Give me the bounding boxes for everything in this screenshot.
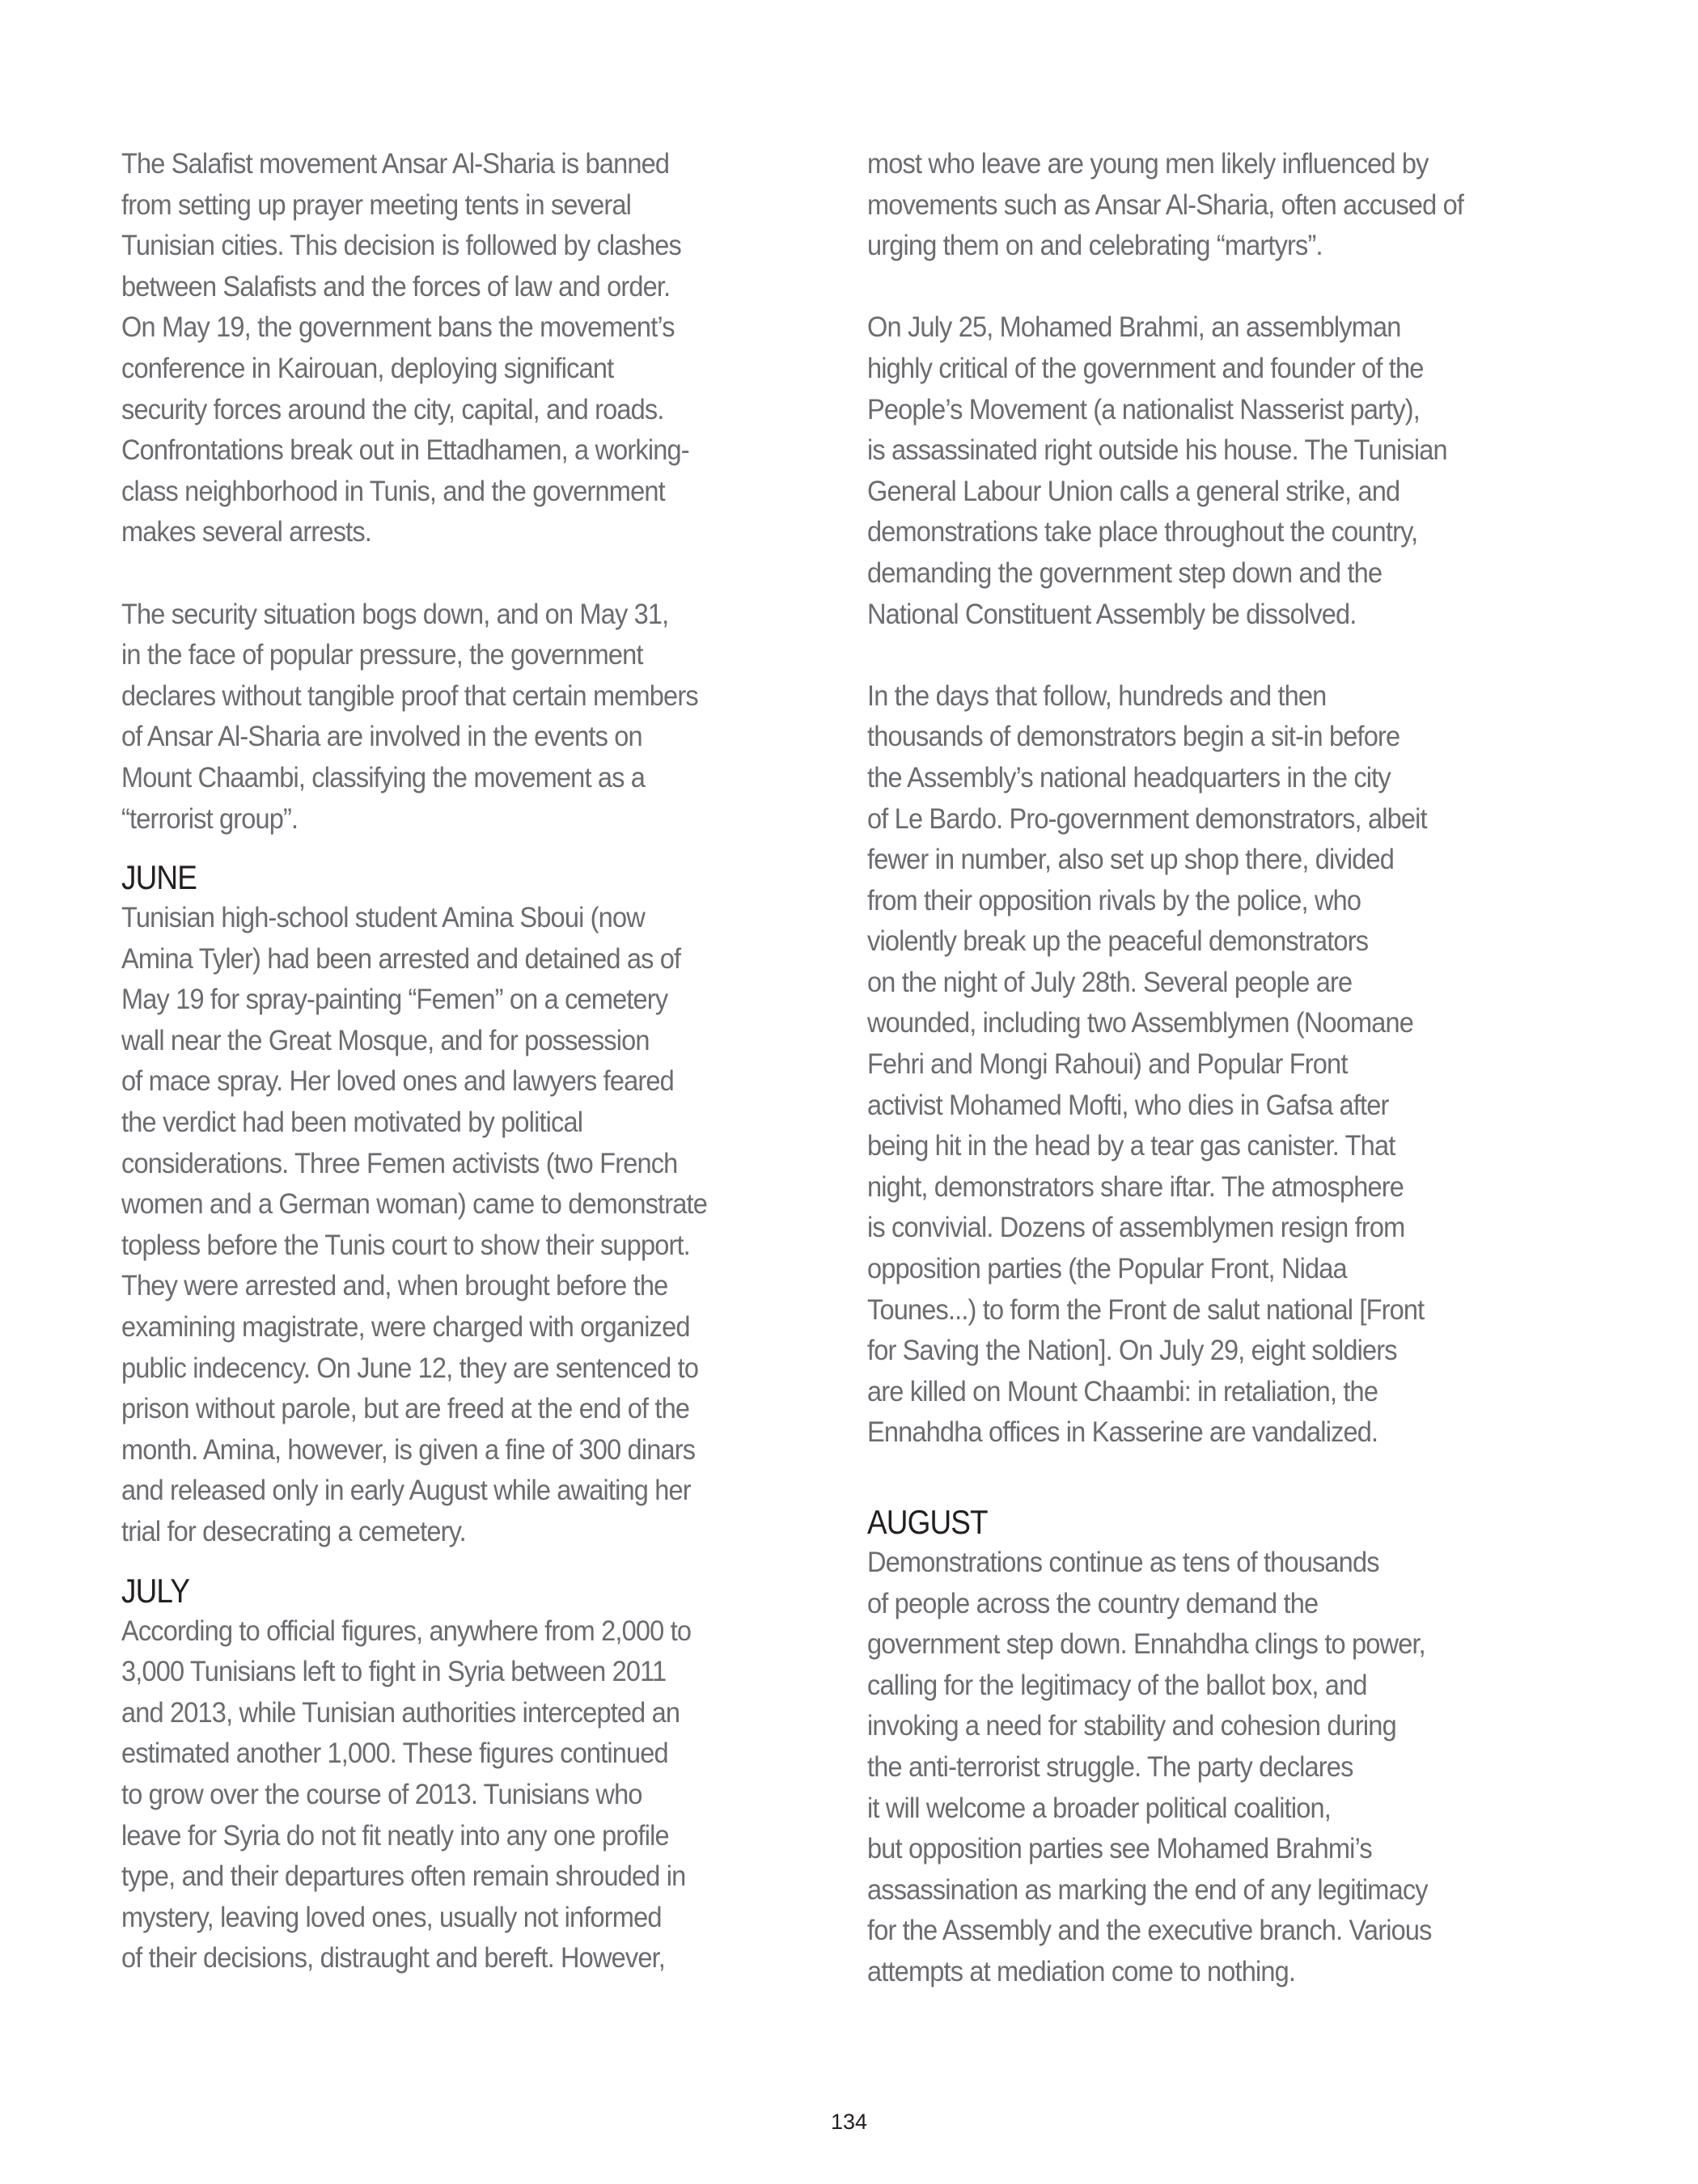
text-line: is assassinated right outside his house. The Tunisian <box>867 434 1447 467</box>
text-line: of Le Bardo. Pro-government demonstrators, albeit <box>867 802 1427 835</box>
text-line: and released only in early August while awaiting her <box>121 1475 691 1507</box>
text-line: and 2013, while Tunisian authorities intercepted an <box>121 1696 680 1729</box>
paragraph-le-bardo-sit-in <box>867 676 1544 1454</box>
text-line: urging them on and celebrating “martyrs”. <box>867 230 1323 262</box>
text-line: According to official figures, anywhere from 2,000 to <box>121 1615 692 1647</box>
text-line: on the night of July 28th. Several people are <box>867 966 1353 998</box>
paragraph-security-situation <box>121 595 791 840</box>
text-line: conference in Kairouan, deploying significant <box>121 352 614 384</box>
text-line: topless before the Tunis court to show their support. <box>121 1229 690 1261</box>
text-line: for Saving the Nation]. On July 29, eight soldiers <box>867 1335 1397 1367</box>
paragraph-july <box>121 1611 791 1979</box>
text-line: assassination as marking the end of any legitimacy <box>867 1873 1428 1906</box>
text-line: women and a German woman) came to demonstrate <box>121 1188 708 1221</box>
text-line: examining magistrate, were charged with organized <box>121 1311 690 1344</box>
text-line: invoking a need for stability and cohesion during <box>867 1710 1396 1742</box>
text-line: mystery, leaving loved ones, usually not informed <box>121 1901 662 1933</box>
paragraph-brahmi-assassination <box>867 307 1544 635</box>
text-line: Tunisian high-school student Amina Sboui (now <box>121 902 645 934</box>
text-line: class neighborhood in Tunis, and the government <box>121 475 665 507</box>
paragraph-august <box>867 1543 1544 1993</box>
page-number: 134 <box>830 2110 868 2134</box>
text-line: Tunisian cities. This decision is followed by clashes <box>121 230 681 262</box>
text-line: trial for desecrating a cemetery. <box>121 1516 466 1547</box>
text-line: Amina Tyler) had been arrested and detained as of <box>121 942 681 975</box>
text-line: On May 19, the government bans the movement’s <box>121 311 675 344</box>
right-column <box>867 144 1595 1993</box>
text-line: violently break up the peaceful demonstrators <box>867 925 1369 958</box>
paragraph-june <box>121 898 791 1553</box>
text-line: Ennahdha offices in Kasserine are vandalized. <box>867 1416 1378 1449</box>
text-line: of people across the country demand the <box>867 1587 1319 1619</box>
text-line: in the face of popular pressure, the government <box>121 639 643 671</box>
text-line: of Ansar Al-Sharia are involved in the events on <box>121 721 642 753</box>
paragraph-july-continued <box>867 144 1544 267</box>
text-line: but opposition parties see Mohamed Brahmi’s <box>867 1833 1372 1865</box>
text-line: demonstrations take place throughout the country, <box>867 516 1418 548</box>
text-line: declares without tangible proof that certain members <box>121 679 698 712</box>
text-line: for the Assembly and the executive branch. Various <box>867 1915 1432 1947</box>
text-line: makes several arrests. <box>121 516 372 548</box>
text-line: prison without parole, but are freed at the end of the <box>121 1393 690 1425</box>
text-line: considerations. Three Femen activists (two French <box>121 1147 678 1179</box>
text-line: between Salafists and the forces of law and order. <box>121 270 671 303</box>
text-line: are killed on Mount Chaambi: in retaliation, the <box>867 1375 1378 1407</box>
text-line: leave for Syria do not fit neatly into any one profile <box>121 1819 669 1852</box>
text-line: from setting up prayer meeting tents in several <box>121 188 632 221</box>
text-line: to grow over the course of 2013. Tunisians who <box>121 1778 642 1810</box>
left-column <box>121 144 841 1979</box>
text-line: from their opposition rivals by the police, who <box>867 884 1361 916</box>
text-line: On July 25, Mohamed Brahmi, an assemblyman <box>867 311 1401 344</box>
text-line: of mace spray. Her loved ones and lawyers feared <box>121 1065 674 1098</box>
text-line: wounded, including two Assemblymen (Noomane <box>867 1007 1414 1039</box>
text-line: wall near the Great Mosque, and for possession <box>121 1024 650 1056</box>
text-line: attempts at mediation come to nothing. <box>867 1955 1296 1987</box>
text-line: calling for the legitimacy of the ballot box, and <box>867 1669 1367 1701</box>
text-line: They were arrested and, when brought before the <box>121 1270 668 1302</box>
text-line: highly critical of the government and founder of the <box>867 352 1424 384</box>
text-line: opposition parties (the Popular Front, Nidaa <box>867 1253 1347 1285</box>
text-line: demanding the government step down and the <box>867 557 1383 589</box>
text-line: Fehri and Mongi Rahoui) and Popular Front <box>867 1048 1348 1081</box>
text-line: Mount Chaambi, classifying the movement as a <box>121 761 646 794</box>
text-line: 3,000 Tunisians left to fight in Syria between 2011 <box>121 1656 667 1688</box>
text-line: night, demonstrators share iftar. The atmosphere <box>867 1170 1404 1203</box>
text-line: General Labour Union calls a general strike, and <box>867 475 1400 507</box>
text-line: it will welcome a broader political coalition, <box>867 1792 1331 1824</box>
text-line: activist Mohamed Mofti, who dies in Gafsa after <box>867 1089 1389 1121</box>
text-line: People’s Movement (a nationalist Nasserist party), <box>867 393 1421 425</box>
text-line: the Assembly’s national headquarters in the city <box>867 761 1391 794</box>
text-line: movements such as Ansar Al-Sharia, often accused of <box>867 188 1464 221</box>
paragraph-ansar-al-sharia-ban <box>121 144 791 553</box>
text-line: Tounes...) to form the Front de salut national [Front <box>867 1293 1425 1326</box>
text-line: public indecency. On June 12, they are sentenced to <box>121 1352 699 1384</box>
text-line: The security situation bogs down, and on May 31, <box>121 598 669 630</box>
text-line: is convivial. Dozens of assemblymen resign from <box>867 1212 1405 1244</box>
text-line: the verdict had been motivated by political <box>121 1107 583 1139</box>
text-line: month. Amina, however, is given a fine of 300 dinars <box>121 1433 696 1466</box>
text-line: May 19 for spray-painting “Femen” on a cemetery <box>121 984 668 1016</box>
text-line: estimated another 1,000. These figures continued <box>121 1737 668 1770</box>
text-line: type, and their departures often remain shrouded in <box>121 1860 686 1893</box>
text-line: National Constituent Assembly be dissolved. <box>867 598 1357 630</box>
section-heading-july: JULY <box>121 1571 190 1610</box>
text-line: Confrontations break out in Ettadhamen, a working- <box>121 434 689 467</box>
text-line: the anti-terrorist struggle. The party declares <box>867 1750 1353 1783</box>
text-line: The Salafist movement Ansar Al-Sharia is banned <box>121 148 670 180</box>
section-heading-june: JUNE <box>121 858 197 897</box>
text-line: security forces around the city, capital, and roads. <box>121 393 664 425</box>
text-line: fewer in number, also set up shop there, divided <box>867 844 1395 876</box>
text-line: of their decisions, distraught and bereft. However, <box>121 1942 666 1974</box>
text-line: In the days that follow, hundreds and then <box>867 679 1327 712</box>
text-line: being hit in the head by a tear gas canister. That <box>867 1130 1395 1162</box>
text-line: government step down. Ennahdha clings to power, <box>867 1628 1425 1661</box>
text-line: Demonstrations continue as tens of thousands <box>867 1547 1379 1578</box>
text-line: thousands of demonstrators begin a sit-in before <box>867 721 1400 753</box>
text-line: “terrorist group”. <box>121 802 299 835</box>
text-line: most who leave are young men likely influenced by <box>867 148 1429 180</box>
section-heading-august: AUGUST <box>867 1503 988 1541</box>
